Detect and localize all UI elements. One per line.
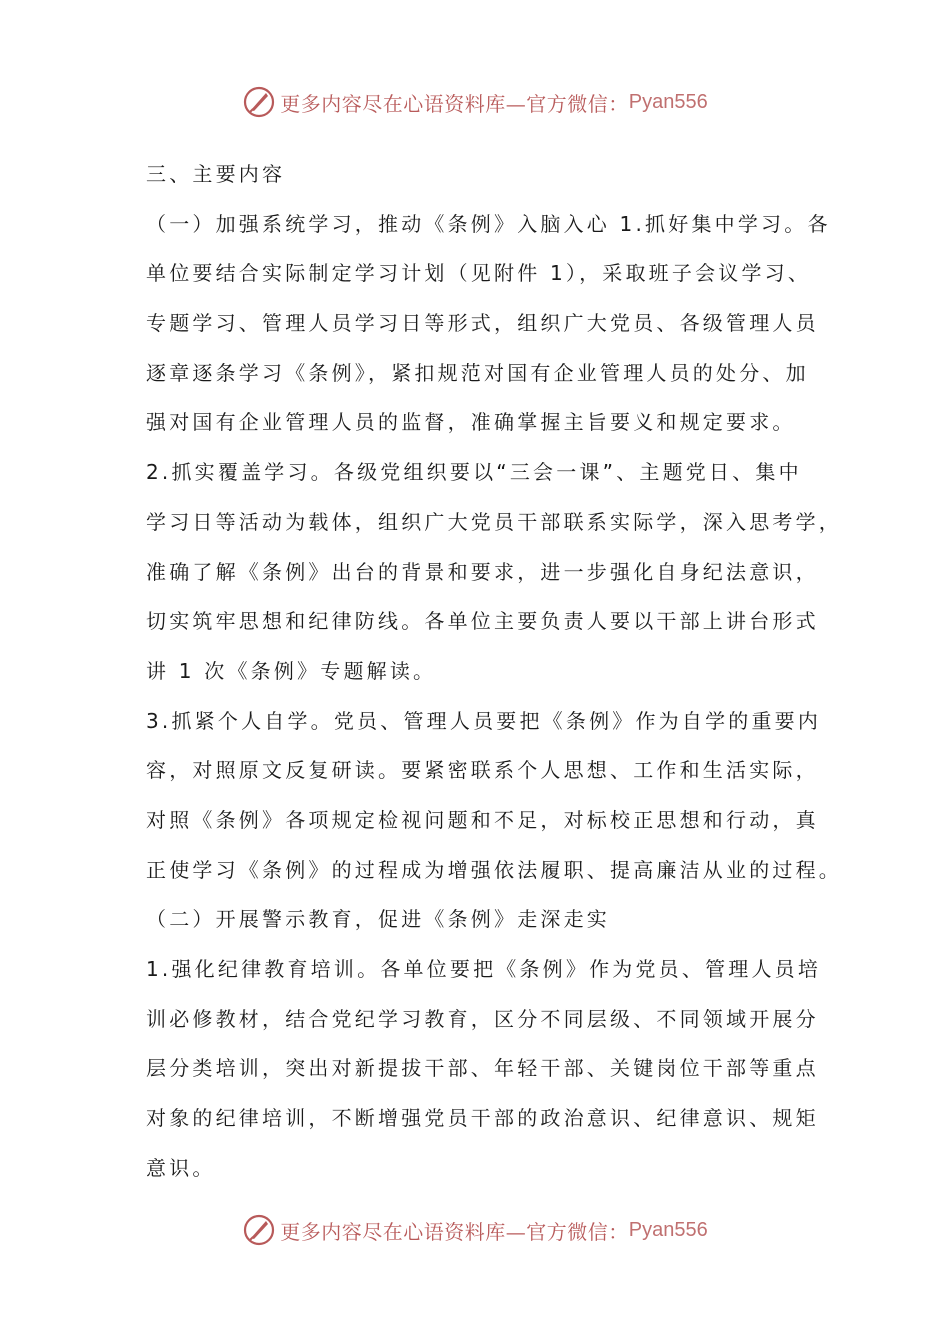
text-line: 单位要结合实际制定学习计划（见附件 1），采取班子会议学习、 [146,261,812,286]
subsection-heading: （二）开展警示教育，促进《条例》走深走实 [146,907,610,932]
watermark-account: Pyan556 [628,90,708,113]
text-line: 3.抓紧个人自学。党员、管理人员要把《条例》作为自学的重要内 [146,708,822,733]
watermark-text: 更多内容尽在心语资料库—官方微信： [280,91,629,116]
text-line: 切实筑牢思想和纪律防线。各单位主要负责人要以干部上讲台形式 [146,609,819,634]
watermark-banner-bottom [0,1210,950,1250]
text-line: 准确了解《条例》出台的背景和要求，进一步强化自身纪法意识， [146,559,819,584]
text-line: 训必修教材，结合党纪学习教育，区分不同层级、不同领域开展分 [146,1006,819,1031]
text-line: 专题学习、管理人员学习日等形式，组织广大党员、各级管理人员 [146,311,819,336]
watermark-account: Pyan556 [628,1218,708,1241]
text-line: 强对国有企业管理人员的监督，准确掌握主旨要义和规定要求。 [146,410,796,435]
text-line: 意识。 [146,1155,216,1180]
text-line: 讲 1 次《条例》专题解读。 [146,658,437,683]
text-line: 层分类培训，突出对新提拔干部、年轻干部、关键岗位干部等重点 [146,1056,819,1081]
quill-logo-icon [242,1213,276,1247]
watermark-banner-top [0,82,950,122]
watermark-text: 更多内容尽在心语资料库—官方微信： [280,1219,629,1244]
text-line: （一）加强系统学习，推动《条例》入脑入心 1.抓好集中学习。各 [146,211,831,236]
text-line: 逐章逐条学习《条例》，紧扣规范对国有企业管理人员的处分、加 [146,360,809,385]
text-line: 学习日等活动为载体，组织广大党员干部联系实际学，深入思考学， [146,509,842,534]
text-line: 对照《条例》各项规定检视问题和不足，对标校正思想和行动，真 [146,807,819,832]
text-line: 正使学习《条例》的过程成为增强依法履职、提高廉洁从业的过程。 [146,857,842,882]
text-line: 对象的纪律培训，不断增强党员干部的政治意识、纪律意识、规矩 [146,1106,819,1131]
text-line: 2.抓实覆盖学习。各级党组织要以“三会一课”、主题党日、集中 [146,460,802,485]
text-line: 容，对照原文反复研读。要紧密联系个人思想、工作和生活实际， [146,758,819,783]
quill-logo-icon [242,85,276,119]
document-body [146,150,842,1193]
section-heading: 三、主要内容 [146,162,286,186]
text-line: 1.强化纪律教育培训。各单位要把《条例》作为党员、管理人员培 [146,957,822,981]
